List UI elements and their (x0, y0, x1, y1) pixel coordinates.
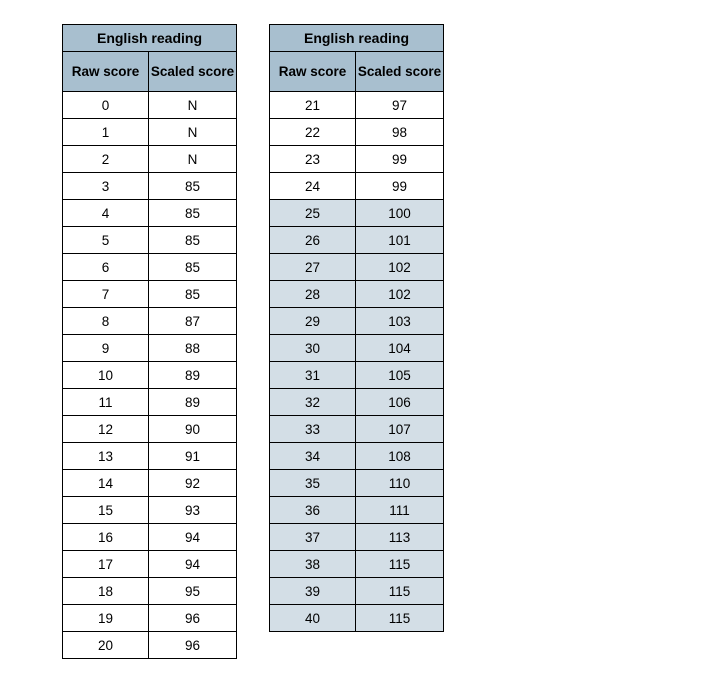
scaled-score-cell: 89 (149, 389, 237, 416)
scaled-score-cell: 104 (356, 335, 444, 362)
table-row (63, 470, 237, 497)
raw-score-cell: 3 (63, 173, 149, 200)
table-row (63, 524, 237, 551)
raw-score-cell: 8 (63, 308, 149, 335)
table-row (63, 362, 237, 389)
table-row (270, 443, 444, 470)
table-row (63, 389, 237, 416)
scaled-score-cell: 88 (149, 335, 237, 362)
scaled-score-cell: 106 (356, 389, 444, 416)
scaled-score-cell: 115 (356, 551, 444, 578)
table-row (63, 443, 237, 470)
table-row (63, 254, 237, 281)
scaled-score-cell: 108 (356, 443, 444, 470)
table-title: English reading (63, 25, 237, 52)
table-row (63, 308, 237, 335)
raw-score-cell: 16 (63, 524, 149, 551)
table-row (63, 281, 237, 308)
raw-score-cell: 20 (63, 632, 149, 659)
scaled-score-cell: 94 (149, 524, 237, 551)
raw-score-cell: 35 (270, 470, 356, 497)
table-row (63, 227, 237, 254)
scaled-score-cell: 105 (356, 362, 444, 389)
table-title: English reading (270, 25, 444, 52)
scaled-score-cell: 85 (149, 227, 237, 254)
raw-score-cell: 13 (63, 443, 149, 470)
table-row (63, 551, 237, 578)
table-row (270, 254, 444, 281)
table-row (270, 200, 444, 227)
raw-score-cell: 5 (63, 227, 149, 254)
raw-score-cell: 33 (270, 416, 356, 443)
table-header-row (270, 52, 444, 92)
scaled-score-cell: 98 (356, 119, 444, 146)
table-row (270, 389, 444, 416)
raw-score-cell: 14 (63, 470, 149, 497)
scaled-score-cell: 96 (149, 605, 237, 632)
table-row (63, 605, 237, 632)
table-row (63, 119, 237, 146)
raw-score-cell: 29 (270, 308, 356, 335)
scaled-score-cell: 96 (149, 632, 237, 659)
scaled-score-cell: 102 (356, 254, 444, 281)
raw-score-cell: 39 (270, 578, 356, 605)
table-row (270, 308, 444, 335)
raw-score-cell: 19 (63, 605, 149, 632)
table-row (63, 416, 237, 443)
table-row (270, 281, 444, 308)
raw-score-cell: 0 (63, 92, 149, 119)
table-header-row (63, 52, 237, 92)
table-row (270, 92, 444, 119)
scaled-score-cell: 113 (356, 524, 444, 551)
scaled-score-cell: 90 (149, 416, 237, 443)
table-row (270, 578, 444, 605)
scaled-score-cell: 85 (149, 254, 237, 281)
table-row (270, 551, 444, 578)
table-title-row (63, 25, 237, 52)
raw-score-cell: 1 (63, 119, 149, 146)
score-table-left (62, 24, 237, 659)
scaled-score-cell: 99 (356, 146, 444, 173)
scaled-score-cell: 94 (149, 551, 237, 578)
table-row (270, 416, 444, 443)
raw-score-cell: 12 (63, 416, 149, 443)
raw-score-cell: 22 (270, 119, 356, 146)
scaled-score-cell: N (149, 119, 237, 146)
scaled-score-cell: 85 (149, 173, 237, 200)
score-table-right (269, 24, 444, 632)
table-row (270, 362, 444, 389)
scaled-score-cell: 97 (356, 92, 444, 119)
table-row (270, 470, 444, 497)
table-row (63, 632, 237, 659)
raw-score-cell: 34 (270, 443, 356, 470)
scaled-score-cell: 95 (149, 578, 237, 605)
scaled-score-cell: 110 (356, 470, 444, 497)
raw-score-cell: 30 (270, 335, 356, 362)
table-row (270, 605, 444, 632)
table-row (63, 497, 237, 524)
scaled-score-cell: 85 (149, 281, 237, 308)
raw-score-cell: 4 (63, 200, 149, 227)
raw-score-cell: 18 (63, 578, 149, 605)
table-title-row (270, 25, 444, 52)
raw-score-cell: 10 (63, 362, 149, 389)
raw-score-header: Raw score (270, 52, 356, 92)
table-row (270, 497, 444, 524)
scaled-score-header: Scaled score (356, 52, 444, 92)
raw-score-cell: 27 (270, 254, 356, 281)
scaled-score-cell: 115 (356, 578, 444, 605)
raw-score-header: Raw score (63, 52, 149, 92)
table-row (270, 173, 444, 200)
raw-score-cell: 38 (270, 551, 356, 578)
scaled-score-cell: 87 (149, 308, 237, 335)
table-row (63, 92, 237, 119)
scaled-score-cell: 89 (149, 362, 237, 389)
scaled-score-cell: 99 (356, 173, 444, 200)
raw-score-cell: 36 (270, 497, 356, 524)
scaled-score-cell: 102 (356, 281, 444, 308)
raw-score-cell: 9 (63, 335, 149, 362)
raw-score-cell: 25 (270, 200, 356, 227)
scaled-score-cell: 93 (149, 497, 237, 524)
raw-score-cell: 21 (270, 92, 356, 119)
raw-score-cell: 31 (270, 362, 356, 389)
table-row (63, 578, 237, 605)
raw-score-cell: 28 (270, 281, 356, 308)
table-row (270, 146, 444, 173)
table-row (63, 173, 237, 200)
scaled-score-cell: 111 (356, 497, 444, 524)
scaled-score-cell: 91 (149, 443, 237, 470)
table-row (270, 119, 444, 146)
table-row (270, 524, 444, 551)
raw-score-cell: 7 (63, 281, 149, 308)
raw-score-cell: 2 (63, 146, 149, 173)
table-row (63, 200, 237, 227)
table-row (270, 335, 444, 362)
raw-score-cell: 6 (63, 254, 149, 281)
table-row (63, 335, 237, 362)
table-row (63, 146, 237, 173)
raw-score-cell: 37 (270, 524, 356, 551)
raw-score-cell: 26 (270, 227, 356, 254)
scaled-score-cell: N (149, 92, 237, 119)
score-table-body (63, 92, 237, 659)
raw-score-cell: 15 (63, 497, 149, 524)
score-table-body (270, 92, 444, 632)
table-row (270, 227, 444, 254)
raw-score-cell: 40 (270, 605, 356, 632)
scaled-score-cell: 103 (356, 308, 444, 335)
raw-score-cell: 11 (63, 389, 149, 416)
scaled-score-cell: N (149, 146, 237, 173)
scaled-score-cell: 85 (149, 200, 237, 227)
raw-score-cell: 24 (270, 173, 356, 200)
scaled-score-cell: 92 (149, 470, 237, 497)
scaled-score-cell: 101 (356, 227, 444, 254)
raw-score-cell: 32 (270, 389, 356, 416)
raw-score-cell: 17 (63, 551, 149, 578)
scaled-score-cell: 115 (356, 605, 444, 632)
raw-score-cell: 23 (270, 146, 356, 173)
scaled-score-cell: 107 (356, 416, 444, 443)
scaled-score-header: Scaled score (149, 52, 237, 92)
scaled-score-cell: 100 (356, 200, 444, 227)
